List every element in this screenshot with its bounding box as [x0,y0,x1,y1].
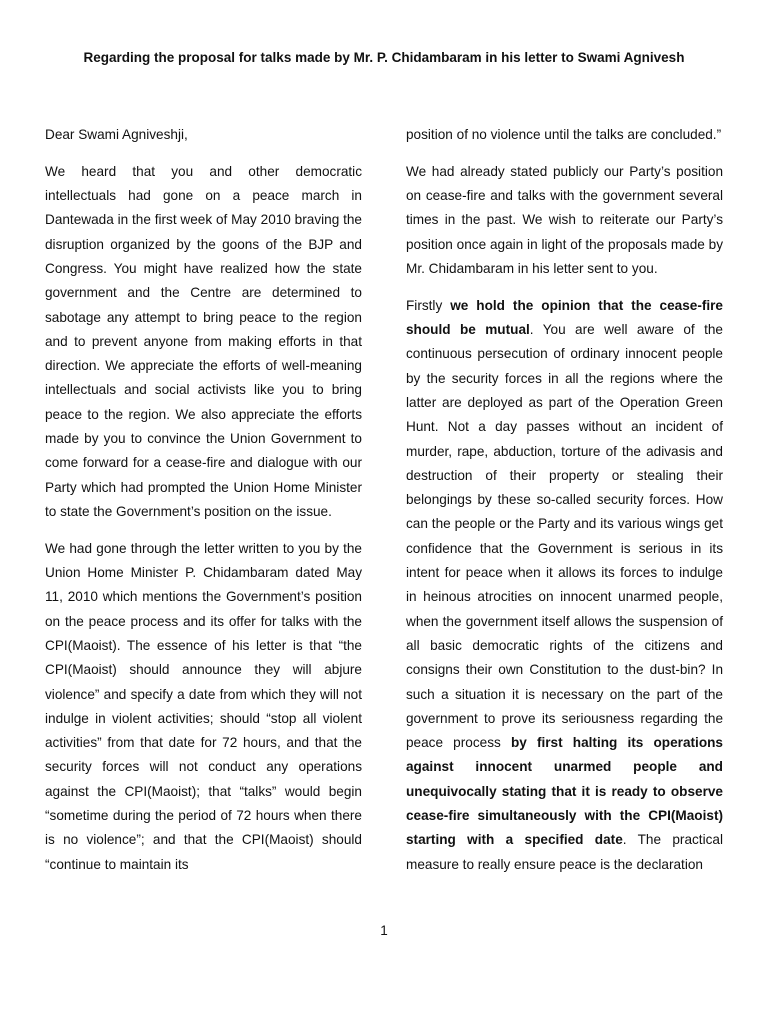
right-column [406,123,723,889]
paragraph-chidambaram-letter: We had gone through the letter written to you by the Union Home Minister P. Chidambaram dated May 11, 2010 which mentions the Government’s position on the peace process and its offer for talks with the CPI(Maoist). The essence of his letter is that “the CPI(Maoist) should announce they will abjure violence” and specify a date from which they will not indulge in violent activities; should “stop all violent activities” from that date for 72 hours, and that the security forces will not conduct any operations against the CPI(Maoist); that “talks” would begin “sometime during the period of 72 hours when there is no violence”; and that the CPI(Maoist) should “continue to maintain its [45,540,362,872]
paragraph-mutual-ceasefire [406,294,723,877]
left-column [45,123,362,889]
paragraph-peace-march: We heard that you and other democratic intellectuals had gone on a peace march in Dantewada in the first week of May 2010 braving the disruption organized by the goons of the BJP and Congress. You might have realized how the state government and the Centre are determined to sabotage any attempt to bring peace to the region and to prevent anyone from making efforts in that direction. We appreciate the efforts of well-meaning intellectuals and social activists like you to bring peace to the region. We also appreciate the efforts made by you to convince the Union Government to come forward for a cease-fire and dialogue with our Party which had prompted the Union Home Minister to state the Government’s position on the issue. [45,163,362,519]
text-persecution: . You are well aware of the continuous persecution of ordinary innocent people by the security forces in all the regions where the latter are deployed as part of the Operation Green Hunt. Not a day passes without an incident of murder, rape, abduction, torture of the adivasis and destruction of their property or stealing their belongings by these so-called security forces. How can the people or the Party and its various wings get confidence that the Government is serious in its intent for peace when it allows its forces to indulge in heinous atrocities on innocent unarmed people, when the government itself allows the suspension of all basic democratic rights of the citizens and consigns their own Constitution to the dust-bin? In such a situation it is necessary on the part of the government to prove its seriousness regarding the peace process [406,322,723,751]
document-title: Regarding the proposal for talks made by Mr. P. Chidambaram in his letter to Swami Agnivesh [83,50,685,65]
page-number: 1 [380,923,388,938]
text-firstly: Firstly [406,297,451,313]
paragraph-party-position: We had already stated publicly our Party’s position on cease-fire and talks with the government several times in the past. We wish to reiterate our Party’s position once again in light of the proposals made by Mr. Chidambaram in his letter sent to you. [406,163,723,276]
text-practical-measure: . The practical measure to really ensure peace is the declaration [406,832,723,872]
bold-halting-operations: by first halting its operations against innocent unarmed people and unequivocally stating that it is ready to observe cease-fire simultaneously with the CPI(Maoist) starting with a specified date [406,735,723,848]
bold-mutual-ceasefire: we hold the opinion that the cease-fire should be mutual [406,297,723,338]
paragraph-continuation: position of no violence until the talks are concluded.” [406,127,722,142]
salutation: Dear Swami Agniveshji, [45,127,188,142]
